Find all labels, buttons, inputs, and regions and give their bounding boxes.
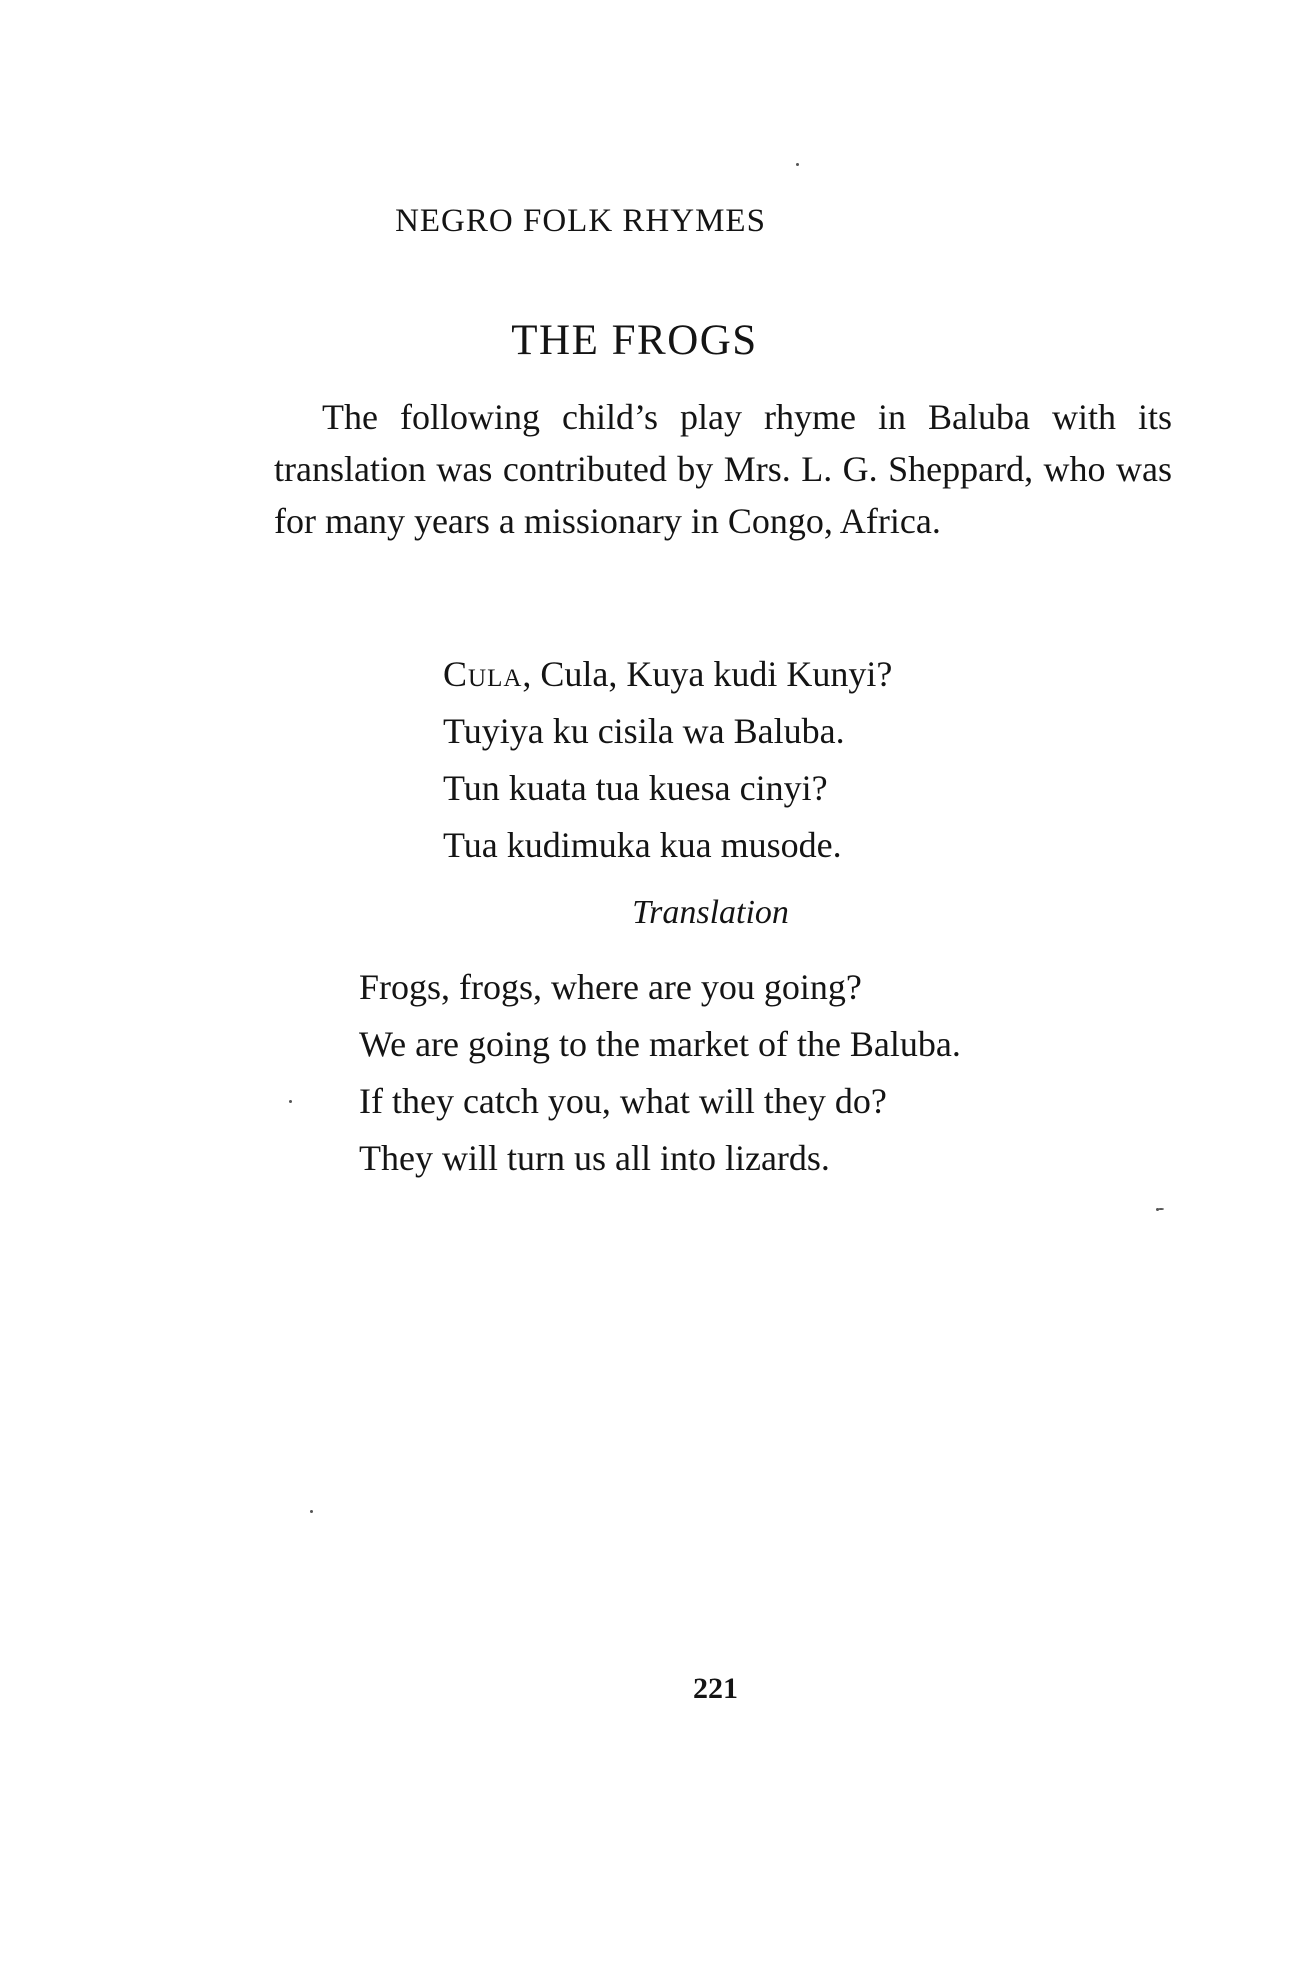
scan-speck xyxy=(289,1100,292,1103)
intro-paragraph: The following child’s play rhyme in Baluba with its translation was contributed by Mrs. L. G. Sheppard, who was for many years a missionary in Congo, Africa. xyxy=(274,397,1172,541)
running-head: NEGRO FOLK RHYMES xyxy=(395,203,766,239)
verse-line xyxy=(443,646,892,703)
translation-heading: Translation xyxy=(632,894,789,931)
scan-speck xyxy=(796,163,799,166)
scan-speck xyxy=(310,1510,313,1513)
verse-line: They will turn us all into lizards. xyxy=(359,1138,830,1178)
page-number: 221 xyxy=(693,1672,738,1705)
verse-line: Tuyiya ku cisila wa Baluba. xyxy=(443,711,845,751)
verse-line: If they catch you, what will they do? xyxy=(359,1081,887,1121)
verse-line: Tun kuata tua kuesa cinyi? xyxy=(443,768,828,808)
poem-title: THE FROGS xyxy=(511,317,758,364)
scan-speck xyxy=(1158,1208,1164,1210)
baluba-verse xyxy=(443,646,892,874)
verse-first-word: Cula xyxy=(443,654,523,694)
english-verse xyxy=(359,959,961,1187)
verse-line: Tua kudimuka kua musode. xyxy=(443,825,842,865)
verse-line: We are going to the market of the Baluba. xyxy=(359,1024,961,1064)
verse-first-line-rest: , Cula, Kuya kudi Kunyi? xyxy=(522,654,893,694)
verse-line: Frogs, frogs, where are you going? xyxy=(359,967,862,1007)
